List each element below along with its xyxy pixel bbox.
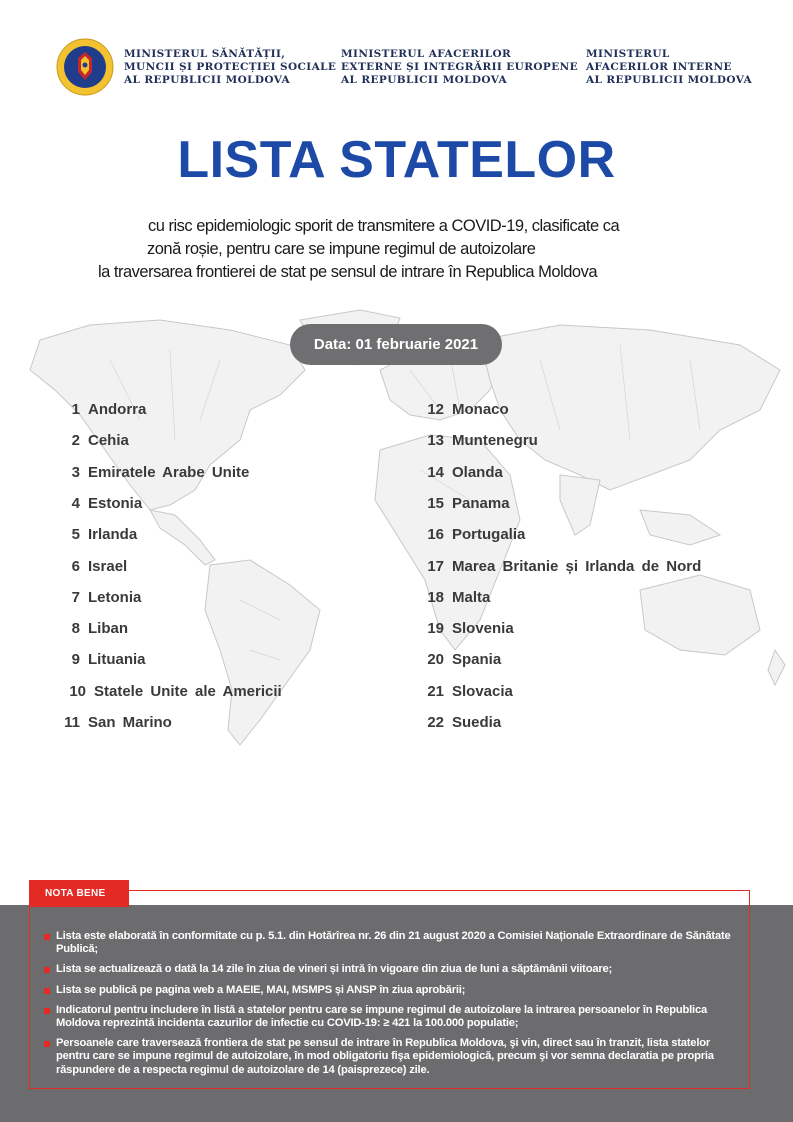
list-item [424,464,503,481]
date-badge: Data: 01 februarie 2021 [290,324,502,365]
country-name: Estonia [88,494,143,512]
list-item [60,651,146,668]
list-item [60,589,141,606]
country-name: Cehia [88,432,129,450]
country-number: 17 [427,557,444,575]
country-number: 15 [427,494,444,512]
list-item [424,495,510,512]
country-name: Muntenegru [452,432,538,450]
country-name: Panama [452,494,510,512]
country-number: 9 [71,651,80,669]
country-name: Andorra [88,401,147,418]
country-name: San Marino [88,714,172,731]
country-number: 7 [71,588,80,606]
country-name: Israel [88,557,128,575]
ministry-foreign-affairs: MINISTERUL AFACERILOR EXTERNE ȘI INTEGRĂRII EUROPENE AL REPUBLICII MOLDOVA [341,48,579,86]
government-seal-icon [56,38,114,96]
country-name: Spania [452,651,502,669]
list-item [424,620,514,637]
country-name: Letonia [88,588,142,606]
country-number: 2 [71,432,80,450]
country-name: Irlanda [88,526,138,544]
country-number: 1 [71,401,80,418]
list-item [424,651,501,668]
subtitle-line-2: zonă roșie, pentru care se impune regimul de autoizolare [147,240,536,258]
country-number: 13 [427,432,444,450]
list-item [60,558,127,575]
nota-bene-list [44,930,744,1084]
country-number: 8 [71,620,80,638]
country-number: 21 [427,682,444,700]
nota-bene-item: Persoanele care traversează frontiera de stat pe sensul de intrare în Republica Moldova, şi vin, direct sau în tranzit, lista statelor pentru care se impune regimul de autoizolare, în mod obligatoriu fişa epidemiologică, precum şi vor semna declaratia pe propria răspundere de a respecta regimul de autoizolare de 14 (paisprezece) zile. [44,1037,744,1077]
list-item [424,683,513,700]
country-number: 3 [71,463,80,481]
country-name: Marea Britanie și Irlanda de Nord [452,557,702,575]
country-number: 22 [427,714,444,731]
country-name: Malta [452,588,491,606]
country-name: Slovacia [452,682,513,700]
country-number: 6 [71,557,80,575]
country-name: Monaco [452,401,509,418]
list-item [60,401,146,418]
country-number: 11 [64,714,80,731]
list-item [60,495,142,512]
list-item [60,714,172,731]
country-name: Statele Unite ale Americii [94,682,282,700]
list-item [424,558,701,575]
subtitle-line-3: la traversarea frontierei de stat pe sensul de intrare în Republica Moldova [98,263,598,281]
list-item [60,526,137,543]
ministry-internal-affairs: MINISTERUL AFACERILOR INTERNE AL REPUBLICII MOLDOVA [586,48,753,86]
ministry-health: MINISTERUL SĂNĂTĂȚII, MUNCII ȘI PROTECȚIEI SOCIALE AL REPUBLICII MOLDOVA [124,48,337,86]
nota-bene-label: NOTA BENE [29,880,129,907]
country-number: 16 [427,526,444,544]
list-item [60,620,128,637]
country-name: Lituania [88,651,146,669]
nota-bene-item: Lista se actualizează o dată la 14 zile în ziua de vineri și intră în vigoare din ziua de luni a săptămânii viitoare; [44,963,744,976]
country-number: 5 [71,526,80,544]
list-item [424,432,538,449]
country-number: 19 [427,620,444,638]
list-item [60,432,129,449]
list-item [424,401,509,418]
country-number: 10 [69,682,86,700]
nota-bene-item: Indicatorul pentru includere în listă a statelor pentru care se impune regimul de autoizolare la intrarea persoanelor în Republica Moldova reprezintă incidenta cazurilor de infectie cu COVID-19: ≥ 421 la 100.000 populatie; [44,1004,744,1030]
list-item [424,526,525,543]
country-name: Liban [88,620,128,638]
nota-bene-item: Lista este elaborată în conformitate cu p. 5.1. din Hotărîrea nr. 26 din 21 august 2020 a Comisiei Naționale Extraordinare de Sănătate Publică; [44,930,744,956]
list-item [60,464,249,481]
country-number: 20 [427,651,444,669]
country-number: 18 [427,588,444,606]
country-name: Olanda [452,463,503,481]
country-name: Slovenia [452,620,514,638]
subtitle-line-1: cu risc epidemiologic sporit de transmitere a COVID-19, clasificate ca [148,217,620,235]
country-name: Emiratele Arabe Unite [88,463,250,481]
nota-bene-item: Lista se publică pe pagina web a MAEIE, MAI, MSMPS și ANSP în ziua aprobării; [44,984,744,997]
country-name: Portugalia [452,526,526,544]
country-name: Suedia [452,714,502,731]
list-item [424,714,501,731]
page-title: LISTA STATELOR [177,131,616,189]
country-number: 4 [71,494,80,512]
list-item [424,589,490,606]
country-number: 14 [427,463,444,481]
list-item [60,683,282,700]
country-number: 12 [427,401,444,418]
